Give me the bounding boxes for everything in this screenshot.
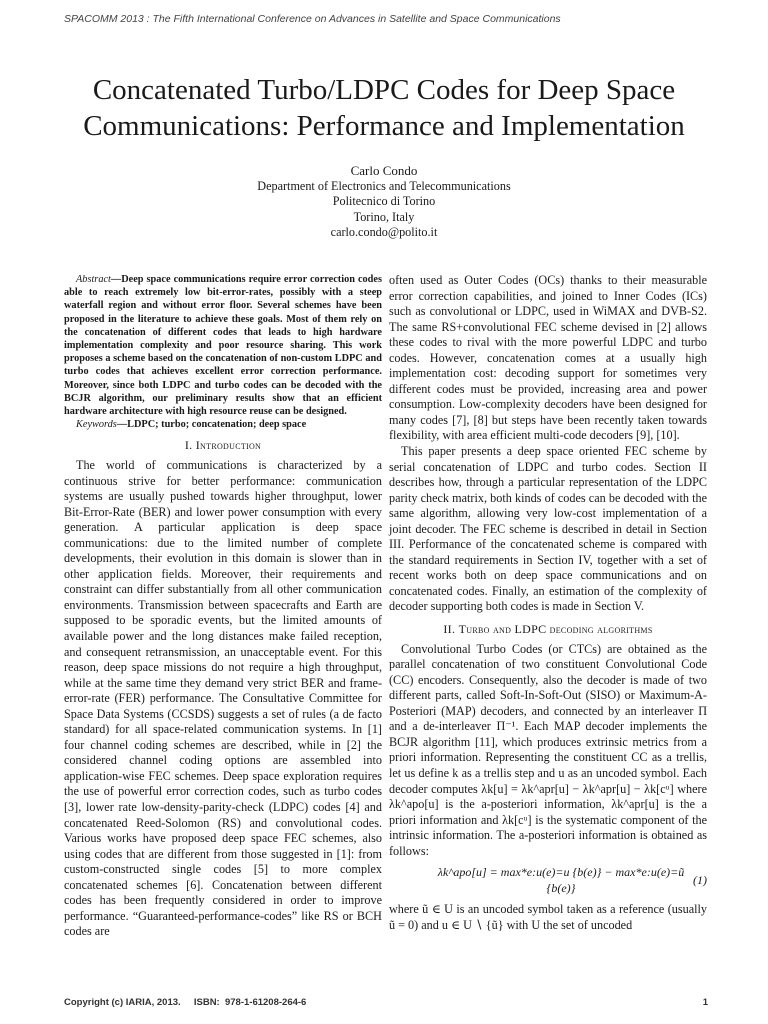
footer-page-number: 1 [702, 997, 708, 1008]
author-block [180, 163, 588, 241]
footer-copyright: Copyright (c) IARIA, 2013. ISBN: 978-1-61208-264-6 [64, 997, 307, 1008]
keywords-label: Keywords [76, 419, 117, 431]
section-2-paragraph-2: where ũ ∈ U is an uncoded symbol taken as a reference (usually ũ = 0) and u ∈ U ∖ {ũ} with U the set of uncoded [389, 902, 707, 932]
abstract-text: —Deep space communications require error correction codes able to reach extremely low bit-error-rates, possibly with a steep waterfall region and without error floor. Several schemes have been proposed in the literature to achieve these goals. Most of them rely on the concatenation of different codes that leads to high hardware implementation complexity and poor resource sharing. This work proposes a scheme based on the concatenation of non-custom LDPC and turbo codes that achieves excellent error correction performance. Moreover, since both LDPC and turbo codes can be decoded with the BCJR algorithm, our preliminary results show that an efficient hardware architecture with high resource reuse can be designed. [64, 274, 382, 418]
author-location: Torino, Italy [353, 209, 415, 224]
right-column [389, 273, 707, 933]
section-2-paragraph-1: Convolutional Turbo Codes (or CTCs) are obtained as the parallel concatenation of two constituent Convolutional Code (CC) encoders. Consequently, also the decoder is made of two different parts, called Soft-In-Soft-Out (SISO) or Maximum-A-Posteriori (MAP) decoders, and connected by an interleaver Π and a de-interleaver Π⁻¹. Each MAP decoder implements the BCJR algorithm [11], which produces extrinsic metrics from a priori information. Representing the constituent CC as a trellis, let us define k as a trellis step and u as an uncoded symbol. Each decoder computes λk[u] = λk^apr[u] − λk^apr[u] − λk[cᵘ] where λk^apo[u] is the a-posteriori information, λk^apr[u] is the a priori information and λk[cᵘ] is the systematic component of the intrinsic information. The a-posteriori information is obtained as follows: [389, 641, 707, 858]
section-2-heading [389, 622, 707, 638]
author-email[interactable]: carlo.condo@polito.it [330, 225, 438, 240]
section-2-number: II. [443, 622, 456, 637]
section-1-title: Introduction [195, 438, 262, 453]
author-department: Department of Electronics and Telecommunications [257, 178, 511, 193]
section-1-paragraph-3: This paper presents a deep space oriented FEC scheme by serial concatenation of LDPC and turbo codes. Section II describes how, through a particular representation of the LDPC parity check matrix, both kinds of codes can be decoded with the same algorithm, allowing very low-cost implementation of a joint decoder. The FEC scheme is described in detail in Section III. Performance of the concatenated scheme is compared with the standard requirements in Section IV, together with a set of recent works both on deep space communications and on concatenated codes. Finally, an estimation of the complexity of decoder supporting both codes is made in Section V. [389, 444, 707, 614]
section-2-title: Turbo and LDPC decoding algorithms [458, 622, 653, 637]
keywords-text: —LDPC; turbo; concatenation; deep space [116, 419, 307, 431]
section-1-paragraph-2: often used as Outer Codes (OCs) thanks to their measurable error correction capabilities, and joined to Inner Codes (ICs) such as convolutional or LDPC, used in WiMAX and DVB-S2. The same RS+convolutional FEC scheme devised in [2] allows these codes to rival with the more powerful LDPC and turbo codes. However, concatenation comes at a usually high implementation cost: decoding support for sometimes very different codes must be provided, increasing area and power consumption. Low-complexity decoders have been designed for many codes [7], [8] but steps have been recently taken towards flexibility, with area efficient multi-code decoders [9], [10]. [389, 273, 707, 443]
paper-title-line-1: Concatenated Turbo/LDPC Codes for Deep Space [92, 74, 676, 106]
left-column [64, 273, 382, 940]
paper-title-line-2: Communications: Performance and Implementation [83, 110, 685, 142]
author-name: Carlo Condo [350, 163, 418, 178]
equation-1-number: (1) [693, 873, 707, 887]
abstract [64, 273, 382, 418]
abstract-label: Abstract [76, 274, 111, 285]
conference-header: SPACOMM 2013 : The Fifth International Conference on Advances in Satellite and Space Communications [64, 13, 561, 25]
section-1-number: I. [184, 438, 193, 453]
paper-title [40, 72, 728, 144]
author-institution: Politecnico di Torino [332, 194, 436, 209]
equation-1-body: λk^apo[u] = max*e:u(e)=u {b(e)} − max*e:u(e)=ũ {b(e)} [437, 865, 685, 895]
section-1-paragraph-1: The world of communications is characterized by a continuous strive for better performance: communication systems are usually pushed towards higher throughput, lower Bit-Error-Rate (BER) and lower power consumption with every generation. A particular application is deep space communications: due to the limited number of complete developments, their evolution in this domain is slower than in other application fields. Moreover, their requirements and constraint can differ substantially from all other communication environments. Transmission between spacecrafts and Earth are supposed to be sporadic events, but the limited amounts of available power and the long distances make failed reception, and consequent retransmission, an unacceptable event. For this reason, deep space missions do not require a high throughput, while at the same time they demand very strict BER and frame-error-rate (FER) performance. The Consultative Committee for Space Data Systems (CCSDS) suggests a set of rules (a de facto standard) for all space-related communication systems. In [1] four channel coding schemes are described, while in [2] the considered channel coding options are assembled into application-wise FEC schemes. Deep space exploration requires the use of powerful error correction codes, such as turbo codes [3], lower rate low-density-parity-check (LDPC) codes [4] and concatenated Reed-Solomon (RS) and convolutional codes. Various works have proposed deep space FEC schemes, also using codes that are different from those suggested in [1]: from custom-constructed single codes [5] to more complex concatenated schemes [6]. Concatenation between different codes has been frequently considered in order to improve performance. “Guaranteed-performance-codes” like RS or BCH codes are [64, 457, 382, 939]
equation-1 [389, 865, 707, 896]
keywords [64, 418, 382, 431]
section-1-heading [64, 438, 382, 454]
